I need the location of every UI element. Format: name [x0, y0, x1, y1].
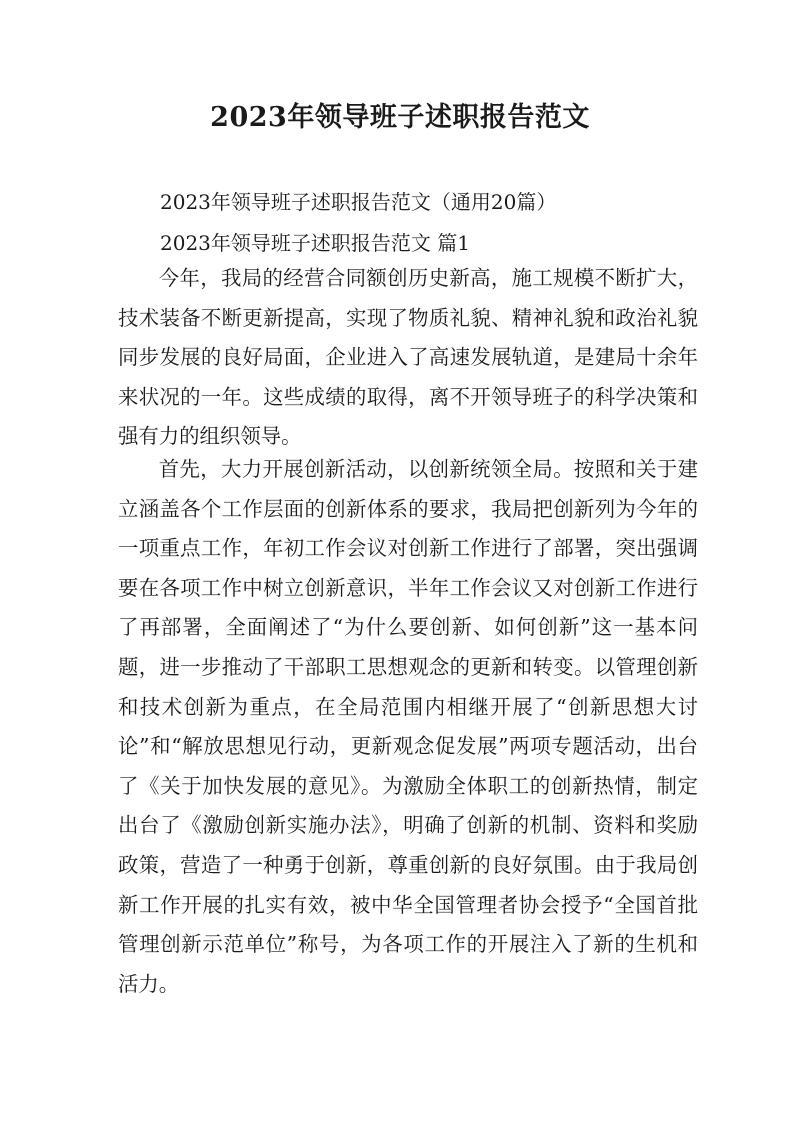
- document-title: 2023年领导班子述职报告范文: [210, 102, 590, 133]
- body-paragraph-1: 今年，我局的经营合同额创历史新高，施工规模不断扩大，技术装备不断更新提高，实现了物质礼貌、精神礼貌和政治礼貌同步发展的良好局面，企业进入了高速发展轨道，是建局十余年来状况的一年。这些成绩的取得，离不开领导班子的科学决策和强有力的组织领导。: [118, 266, 698, 449]
- section-heading: 2023年领导班子述职报告范文 篇1: [160, 231, 470, 255]
- document-subtitle: 2023年领导班子述职报告范文（通用20篇）: [160, 190, 557, 214]
- body-paragraph-2: 首先，大力开展创新活动，以创新统领全局。按照和关于建立涵盖各个工作层面的创新体系的要求，我局把创新列为今年的一项重点工作，年初工作会议对创新工作进行了部署，突出强调要在各项工作中树立创新意识，半年工作会议又对创新工作进行了再部署，全面阐述了“为什么要创新、如何创新”这一基本问题，进一步推动了干部职工思想观念的更新和转变。以管理创新和技术创新为重点，在全局范围内相继开展了“创新思想大讨论”和“解放思想见行动，更新观念促发展”两项专题活动，出台了《关于加快发展的意见》。为激励全体职工的创新热情，制定出台了《激励创新实施办法》，明确了创新的机制、资料和奖励政策，营造了一种勇于创新，尊重创新的良好氛围。由于我局创新工作开展的扎实有效，被中华全国管理者协会授予“全国首批管理创新示范单位”称号，为各项工作的开展注入了新的生机和活力。: [118, 457, 698, 996]
